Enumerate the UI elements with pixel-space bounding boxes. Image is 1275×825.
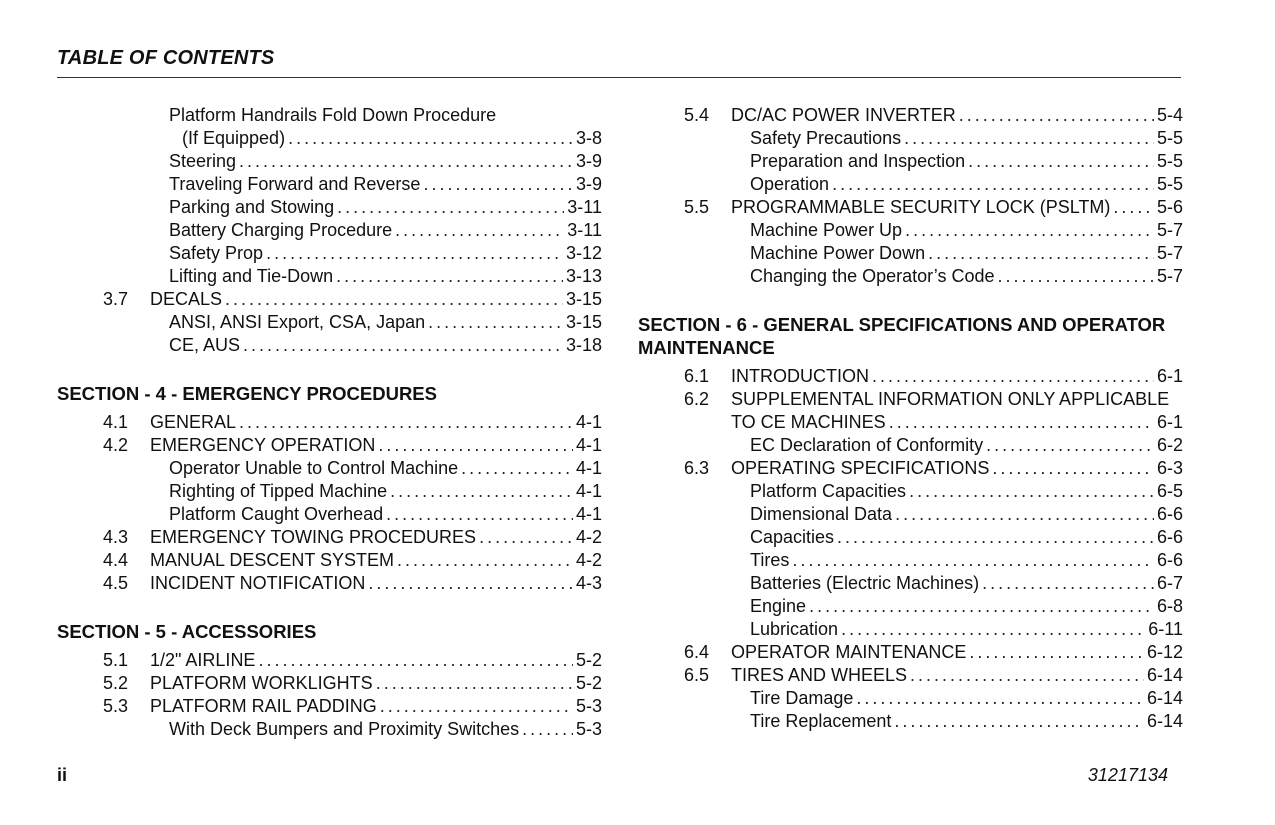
- toc-entry-page: 5-7: [1156, 220, 1183, 240]
- toc-entry-page: 5-4: [1156, 105, 1183, 125]
- toc-entry-number: 5.3: [103, 696, 129, 716]
- dot-leader: [904, 127, 1154, 150]
- toc-entry[interactable]: [638, 365, 1183, 388]
- toc-entry[interactable]: [638, 196, 1183, 219]
- toc-entry[interactable]: [638, 219, 1183, 242]
- toc-entry-text: Safety Prop: [169, 243, 264, 263]
- toc-entry-text: (If Equipped): [182, 128, 286, 148]
- toc-entry-text: TO CE MACHINES: [731, 412, 886, 432]
- toc-entry-page: 3-15: [565, 289, 602, 309]
- dot-leader: [461, 457, 573, 480]
- toc-entry-text: EMERGENCY TOWING PROCEDURES: [150, 527, 477, 547]
- toc-entry[interactable]: [57, 549, 602, 572]
- toc-entry[interactable]: [638, 388, 1183, 411]
- toc-entry-text: Operator Unable to Control Machine: [169, 458, 459, 478]
- toc-entry[interactable]: [57, 718, 602, 741]
- toc-entry[interactable]: [638, 503, 1183, 526]
- toc-entry-text: OPERATOR MAINTENANCE: [731, 642, 967, 662]
- toc-entry-page: 5-3: [575, 696, 602, 716]
- dot-leader: [390, 480, 573, 503]
- toc-entry[interactable]: [57, 150, 602, 173]
- toc-entry-text: Platform Caught Overhead: [169, 504, 384, 524]
- toc-entry[interactable]: [57, 457, 602, 480]
- toc-entry-page: 4-1: [575, 504, 602, 524]
- dot-leader: [837, 526, 1154, 549]
- toc-entry-page: 6-5: [1156, 481, 1183, 501]
- dot-leader: [832, 173, 1154, 196]
- toc-entry-page: 3-13: [565, 266, 602, 286]
- toc-entry[interactable]: [57, 311, 602, 334]
- dot-leader: [841, 618, 1145, 641]
- toc-entry[interactable]: [57, 695, 602, 718]
- dot-leader: [376, 672, 573, 695]
- toc-entry-text: Steering: [169, 151, 237, 171]
- toc-entry-text: Capacities: [750, 527, 835, 547]
- dot-leader: [258, 649, 573, 672]
- toc-entry-page: 3-12: [565, 243, 602, 263]
- dot-leader: [266, 242, 563, 265]
- toc-entry-text: With Deck Bumpers and Proximity Switches: [169, 719, 520, 739]
- dot-leader: [337, 196, 564, 219]
- toc-entry[interactable]: [57, 265, 602, 288]
- toc-entry-page: 6-7: [1156, 573, 1183, 593]
- toc-entry-page: 6-2: [1156, 435, 1183, 455]
- dot-leader: [928, 242, 1154, 265]
- toc-entry-text: INCIDENT NOTIFICATION: [150, 573, 366, 593]
- toc-entry[interactable]: [57, 503, 602, 526]
- dot-leader: [959, 104, 1154, 127]
- dot-leader: [243, 334, 563, 357]
- toc-entry-page: 4-1: [575, 435, 602, 455]
- toc-entry[interactable]: [57, 434, 602, 457]
- toc-entry-text: 1/2" AIRLINE: [150, 650, 256, 670]
- toc-entry-page: 5-5: [1156, 128, 1183, 148]
- toc-entry-text: CE, AUS: [169, 335, 241, 355]
- toc-entry-number: 4.5: [103, 573, 129, 593]
- dot-leader: [998, 265, 1154, 288]
- dot-leader: [423, 173, 573, 196]
- dot-leader: [386, 503, 573, 526]
- toc-entry-text: Traveling Forward and Reverse: [169, 174, 421, 194]
- toc-entry-page: 5-5: [1156, 151, 1183, 171]
- dot-leader: [889, 411, 1154, 434]
- toc-entry[interactable]: [57, 288, 602, 311]
- section-heading[interactable]: SECTION - 4 - EMERGENCY PROCEDURES: [57, 383, 437, 404]
- page-number: ii: [57, 765, 68, 785]
- toc-entry-text: INTRODUCTION: [731, 366, 869, 386]
- toc-entry[interactable]: [57, 127, 602, 150]
- toc-entry[interactable]: [638, 173, 1183, 196]
- dot-leader: [336, 265, 563, 288]
- toc-entry-number: 4.3: [103, 527, 129, 547]
- toc-entry[interactable]: [638, 618, 1183, 641]
- toc-entry-page: 4-3: [575, 573, 602, 593]
- toc-entry-number: 5.5: [684, 197, 710, 217]
- toc-entry[interactable]: [638, 127, 1183, 150]
- toc-entry-page: 5-2: [575, 650, 602, 670]
- toc-entry[interactable]: [57, 526, 602, 549]
- toc-entry-text: SUPPLEMENTAL INFORMATION ONLY APPLICABLE: [731, 389, 1170, 409]
- toc-entry-number: 3.7: [103, 289, 129, 309]
- toc-entry-page: 6-3: [1156, 458, 1183, 478]
- section-heading[interactable]: [638, 313, 1183, 359]
- toc-entry-number: 6.2: [684, 389, 710, 409]
- toc-entry-text: Platform Capacities: [750, 481, 907, 501]
- toc-entry-page: 3-9: [575, 151, 602, 171]
- toc-entry-text: PROGRAMMABLE SECURITY LOCK (PSLTM): [731, 197, 1111, 217]
- dot-leader: [968, 150, 1154, 173]
- toc-entry-number: 6.1: [684, 366, 710, 386]
- toc-entry-page: 6-14: [1146, 688, 1183, 708]
- dot-leader: [239, 150, 573, 173]
- toc-entry-text: DC/AC POWER INVERTER: [731, 105, 956, 125]
- toc-entry[interactable]: [638, 411, 1183, 434]
- toc-entry-text: GENERAL: [150, 412, 237, 432]
- toc-entry-text: PLATFORM RAIL PADDING: [150, 696, 377, 716]
- dot-leader: [428, 311, 563, 334]
- dot-leader: [982, 572, 1154, 595]
- dot-leader: [894, 710, 1144, 733]
- dot-leader: [969, 641, 1144, 664]
- toc-entry[interactable]: [638, 480, 1183, 503]
- toc-entry-page: 5-6: [1156, 197, 1183, 217]
- section-heading-line: SECTION - 6 - GENERAL SPECIFICATIONS AND OPERATOR: [638, 314, 1166, 335]
- header-divider: [57, 77, 1181, 78]
- toc-entry-page: 5-7: [1156, 243, 1183, 263]
- toc-entry[interactable]: [57, 480, 602, 503]
- toc-entry-text: Righting of Tipped Machine: [169, 481, 388, 501]
- toc-entry[interactable]: [638, 687, 1183, 710]
- toc-entry-text: Lubrication: [750, 619, 839, 639]
- toc-entry-page: 6-6: [1156, 550, 1183, 570]
- dot-leader: [809, 595, 1154, 618]
- toc-entry-page: 6-12: [1146, 642, 1183, 662]
- toc-entry-text: Platform Handrails Fold Down Procedure: [169, 105, 497, 125]
- toc-right-column: [638, 104, 1183, 733]
- toc-entry-page: 6-1: [1156, 366, 1183, 386]
- toc-entry[interactable]: [638, 457, 1183, 480]
- toc-entry-text: Changing the Operator’s Code: [750, 266, 995, 286]
- toc-entry-number: 5.2: [103, 673, 129, 693]
- toc-entry[interactable]: [638, 549, 1183, 572]
- toc-entry-page: 6-6: [1156, 504, 1183, 524]
- toc-entry-text: MANUAL DESCENT SYSTEM: [150, 550, 395, 570]
- dot-leader: [522, 718, 573, 741]
- dot-leader: [288, 127, 573, 150]
- toc-entry-text: Preparation and Inspection: [750, 151, 966, 171]
- toc-entry[interactable]: [57, 219, 602, 242]
- dot-leader: [380, 695, 573, 718]
- toc-entry-text: PLATFORM WORKLIGHTS: [150, 673, 373, 693]
- toc-entry-text: Engine: [750, 596, 807, 616]
- dot-leader: [872, 365, 1154, 388]
- toc-entry[interactable]: [638, 595, 1183, 618]
- toc-entry-text: Tire Replacement: [750, 711, 892, 731]
- toc-entry[interactable]: [57, 196, 602, 219]
- toc-entry[interactable]: [57, 411, 602, 434]
- dot-leader: [368, 572, 573, 595]
- dot-leader: [909, 480, 1154, 503]
- toc-entry-text: Machine Power Down: [750, 243, 926, 263]
- toc-entry-page: 6-14: [1146, 711, 1183, 731]
- toc-entry-page: 3-18: [565, 335, 602, 355]
- dot-leader: [895, 503, 1154, 526]
- dot-leader: [397, 549, 573, 572]
- toc-entry[interactable]: [638, 150, 1183, 173]
- dot-leader: [856, 687, 1144, 710]
- dot-leader: [1113, 196, 1154, 219]
- toc-entry-number: 5.4: [684, 105, 710, 125]
- toc-entry-page: 6-1: [1156, 412, 1183, 432]
- dot-leader: [395, 219, 564, 242]
- toc-entry-text: DECALS: [150, 289, 223, 309]
- toc-entry-number: 4.1: [103, 412, 129, 432]
- toc-entry[interactable]: [638, 265, 1183, 288]
- page-title: TABLE OF CONTENTS: [57, 47, 275, 69]
- toc-entry[interactable]: [638, 104, 1183, 127]
- toc-entry-text: EC Declaration of Conformity: [750, 435, 984, 455]
- dot-leader: [986, 434, 1154, 457]
- toc-entry-text: ANSI, ANSI Export, CSA, Japan: [169, 312, 426, 332]
- toc-entry-text: TIRES AND WHEELS: [731, 665, 908, 685]
- dot-leader: [792, 549, 1154, 572]
- toc-entry-text: Batteries (Electric Machines): [750, 573, 980, 593]
- toc-entry[interactable]: [57, 104, 602, 127]
- toc-entry-text: Tire Damage: [750, 688, 854, 708]
- toc-entry-page: 3-9: [575, 174, 602, 194]
- toc-entry-number: 5.1: [103, 650, 129, 670]
- dot-leader: [910, 664, 1144, 687]
- toc-entry-page: 4-2: [575, 550, 602, 570]
- toc-entry[interactable]: [638, 641, 1183, 664]
- toc-entry-number: 4.2: [103, 435, 129, 455]
- toc-entry-page: 5-2: [575, 673, 602, 693]
- document-number: 31217134: [1087, 765, 1168, 785]
- toc-entry-number: 4.4: [103, 550, 129, 570]
- toc-entry-page: 4-1: [575, 412, 602, 432]
- toc-entry-number: 6.4: [684, 642, 710, 662]
- dot-leader: [378, 434, 573, 457]
- toc-entry-page: 5-7: [1156, 266, 1183, 286]
- toc-entry-page: 3-11: [567, 220, 602, 240]
- section-heading-line: MAINTENANCE: [638, 337, 775, 358]
- toc-entry-text: OPERATING SPECIFICATIONS: [731, 458, 990, 478]
- toc-entry-number: 6.5: [684, 665, 710, 685]
- toc-entry-page: 3-15: [565, 312, 602, 332]
- toc-entry[interactable]: [57, 572, 602, 595]
- toc-entry-page: 6-11: [1148, 619, 1183, 639]
- toc-entry[interactable]: [57, 334, 602, 357]
- toc-entry[interactable]: [57, 649, 602, 672]
- dot-leader: [992, 457, 1154, 480]
- toc-entry[interactable]: [57, 242, 602, 265]
- toc-entry[interactable]: [57, 672, 602, 695]
- toc-entry-text: Safety Precautions: [750, 128, 902, 148]
- dot-leader: [225, 288, 563, 311]
- toc-entry-page: 4-2: [575, 527, 602, 547]
- toc-entry-page: 5-3: [575, 719, 602, 739]
- toc-entry[interactable]: [638, 664, 1183, 687]
- toc-entry-text: Lifting and Tie-Down: [169, 266, 334, 286]
- toc-entry-text: Battery Charging Procedure: [169, 220, 393, 240]
- toc-entry[interactable]: [638, 526, 1183, 549]
- toc-entry[interactable]: [638, 572, 1183, 595]
- toc-entry[interactable]: [638, 242, 1183, 265]
- toc-entry-page: 3-11: [567, 197, 602, 217]
- dot-leader: [905, 219, 1154, 242]
- toc-entry-page: 6-6: [1156, 527, 1183, 547]
- section-heading[interactable]: SECTION - 5 - ACCESSORIES: [57, 621, 317, 642]
- toc-left-column: [57, 104, 602, 741]
- toc-entry-page: 4-1: [575, 481, 602, 501]
- toc-entry-text: Operation: [750, 174, 830, 194]
- toc-entry[interactable]: [57, 173, 602, 196]
- toc-entry-text: Tires: [750, 550, 790, 570]
- toc-entry-text: Parking and Stowing: [169, 197, 335, 217]
- dot-leader: [239, 411, 573, 434]
- dot-leader: [479, 526, 573, 549]
- toc-entry-page: 5-5: [1156, 174, 1183, 194]
- toc-entry-text: Machine Power Up: [750, 220, 903, 240]
- toc-entry[interactable]: [638, 434, 1183, 457]
- toc-entry[interactable]: [638, 710, 1183, 733]
- toc-entry-page: 6-8: [1156, 596, 1183, 616]
- toc-entry-page: 3-8: [575, 128, 602, 148]
- toc-entry-number: 6.3: [684, 458, 710, 478]
- toc-entry-text: EMERGENCY OPERATION: [150, 435, 376, 455]
- toc-entry-page: 6-14: [1146, 665, 1183, 685]
- toc-entry-page: 4-1: [575, 458, 602, 478]
- toc-entry-text: Dimensional Data: [750, 504, 893, 524]
